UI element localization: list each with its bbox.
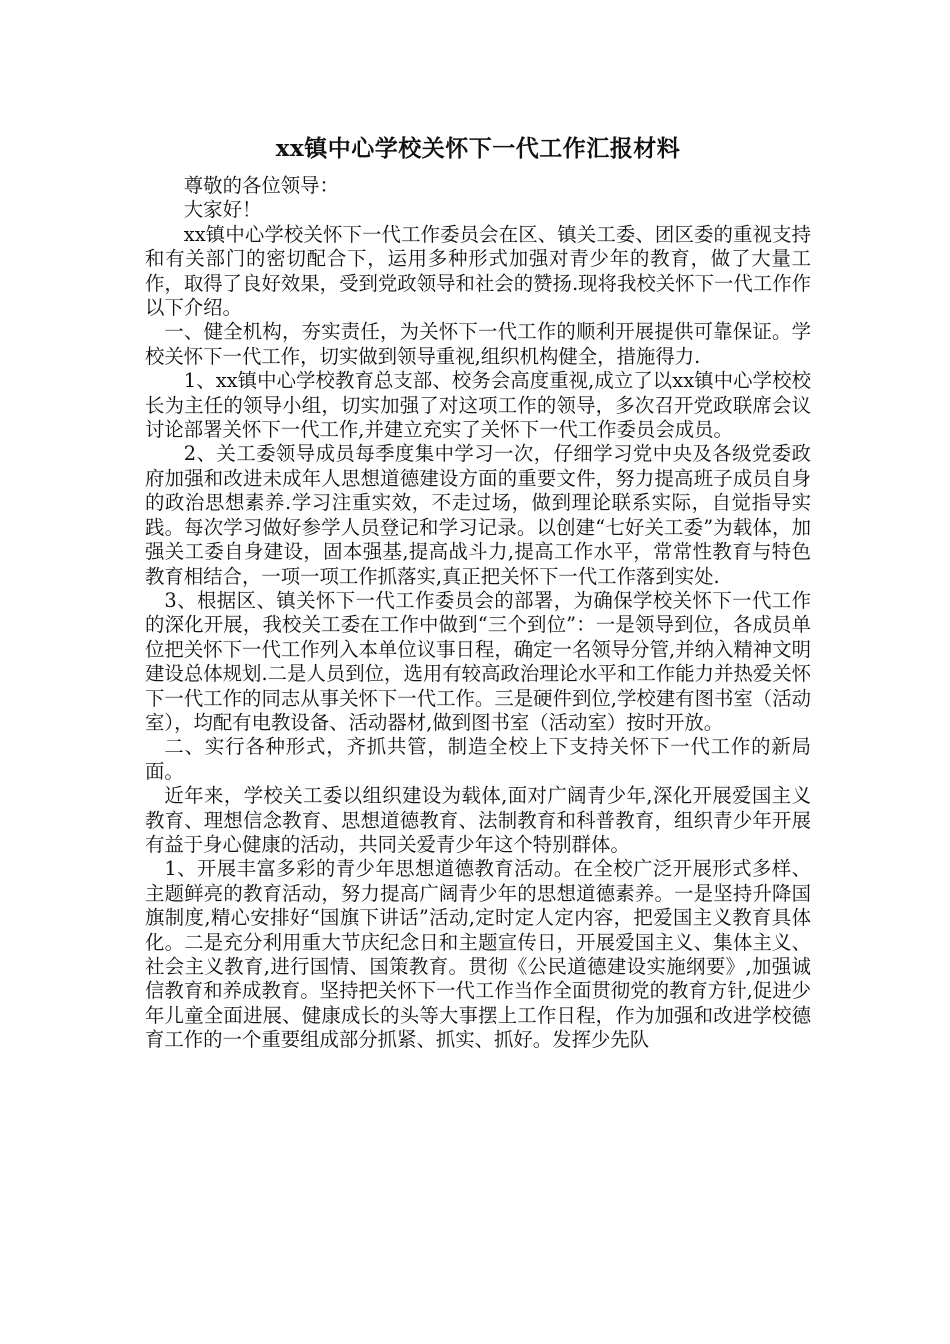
intro-paragraph: xx镇中心学校关怀下一代工作委员会在区、镇关工委、团区委的重视支持和有关部门的密切配合下，运用多种形式加强对青少年的教育，做了大量工作，取得了良好效果，受到党政领导和社会的赞扬.现将我校关怀下一代工作作以下介绍。 <box>145 222 811 320</box>
section-1-heading: 一、健全机构，夯实责任，为关怀下一代工作的顺利开展提供可靠保证。学校关怀下一代工作，切实做到领导重视,组织机构健全，措施得力. <box>145 320 811 368</box>
document-title: xx镇中心学校关怀下一代工作汇报材料 <box>275 135 681 162</box>
greeting: 大家好！ <box>183 198 262 222</box>
section-2-intro: 近年来，学校关工委以组织建设为载体,面对广阔青少年,深化开展爱国主义教育、理想信念教育、思想道德教育、法制教育和科普教育，组织青少年开展有益于身心健康的活动，共同关爱青少年这个特别群体。 <box>145 784 811 856</box>
document-page <box>145 132 811 1053</box>
section-2-heading: 二、实行各种形式，齐抓共管，制造全校上下支持关怀下一代工作的新局面。 <box>145 735 811 783</box>
section-2-item-1: 1、开展丰富多彩的青少年思想道德教育活动。在全校广泛开展形式多样、主题鲜亮的教育活动，努力提高广阔青少年的思想道德素养。一是坚持升降国旗制度,精心安排好“国旗下讲话”活动,定时定人定内容，把爱国主义教育具体化。二是充分利用重大节庆纪念日和主题宣传日，开展爱国主义、集体主义、社会主义教育,进行国情、国策教育。贯彻《公民道德建设实施纲要》,加强诚信教育和养成教育。坚持把关怀下一代工作当作全面贯彻党的教育方针,促进少年儿童全面进展、健康成长的头等大事摆上工作日程，作为加强和改进学校德育工作的一个重要组成部分抓紧、抓实、抓好。发挥少先队 <box>145 857 811 1052</box>
salutation: 尊敬的各位领导： <box>183 174 339 197</box>
section-1-item-2: 2、关工委领导成员每季度集中学习一次，仔细学习党中央及各级党委政府加强和改进未成年人思想道德建设方面的重要文件，努力提高班子成员自身的政治思想素养.学习注重实效，不走过场，做到理论联系实际，自觉指导实践。每次学习做好参学人员登记和学习记录。以创建“七好关工委”为载体，加强关工委自身建设，固本强基,提高战斗力,提高工作水平，常常性教育与特色教育相结合，一项一项工作抓落实,真正把关怀下一代工作落到实处. <box>145 442 811 588</box>
section-1-item-3: 3、根据区、镇关怀下一代工作委员会的部署，为确保学校关怀下一代工作的深化开展，我校关工委在工作中做到“三个到位”：一是领导到位，各成员单位把关怀下一代工作列入本单位议事日程，确定一名领导分管,并纳入精神文明建设总体规划.二是人员到位，选用有较高政治理论水平和工作能力并热爱关怀下一代工作的同志从事关怀下一代工作。三是硬件到位,学校建有图书室（活动室），均配有电教设备、活动器材,做到图书室（活动室）按时开放。 <box>145 588 811 734</box>
section-1-item-1: 1、xx镇中心学校教育总支部、校务会高度重视,成立了以xx镇中心学校校长为主任的领导小组，切实加强了对这项工作的领导，多次召开党政联席会议讨论部署关怀下一代工作,并建立充实了关怀下一代工作委员会成员。 <box>145 369 811 442</box>
